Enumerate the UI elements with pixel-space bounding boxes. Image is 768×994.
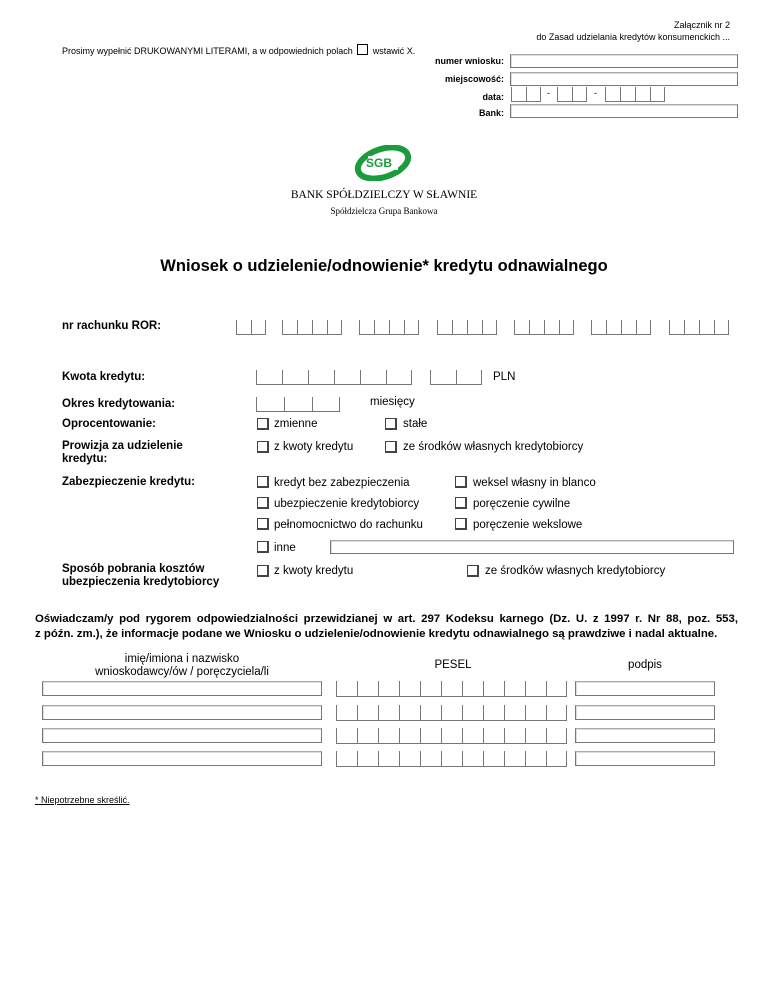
amount-decimal-cells[interactable]: [430, 370, 482, 385]
attachment-line-2: do Zasad udzielania kredytów konsumenckich ...: [536, 32, 730, 42]
signatory-name-field[interactable]: [42, 705, 322, 720]
period-unit: miesięcy: [370, 396, 415, 408]
example-checkbox-icon: [357, 44, 368, 55]
security-promissory-guarantee-label: poręczenie wekslowe: [473, 519, 583, 531]
date-dash-2: -: [594, 88, 597, 98]
date-label: data:: [482, 92, 504, 102]
instruction-text: [62, 44, 415, 56]
bank-field[interactable]: [510, 104, 738, 118]
date-day-cells[interactable]: [511, 87, 541, 102]
city-field[interactable]: [510, 72, 738, 86]
interest-label: Oprocentowanie:: [62, 418, 156, 430]
commission-label-1: Prowizja za udzielenie: [62, 440, 183, 452]
interest-fixed-label: stałe: [403, 418, 428, 430]
security-blank-promissory-label: weksel własny in blanco: [473, 477, 596, 489]
signatory-signature-field[interactable]: [575, 728, 715, 743]
application-number-field[interactable]: [510, 54, 738, 68]
name-header-2: wnioskodawcy/ów / poręczyciela/li: [95, 666, 269, 678]
security-blank-promissory-checkbox[interactable]: [455, 476, 467, 488]
instruction-after: wstawić X.: [372, 46, 416, 56]
ror-cells-4[interactable]: [437, 320, 497, 335]
signatory-signature-field[interactable]: [575, 681, 715, 696]
signatory-name-field[interactable]: [42, 728, 322, 743]
application-number-label: numer wniosku:: [434, 56, 504, 66]
ror-cells-6[interactable]: [591, 320, 651, 335]
ror-label: nr rachunku ROR:: [62, 320, 162, 332]
security-insurance-label: ubezpieczenie kredytobiorcy: [274, 498, 420, 510]
date-year-cells[interactable]: [605, 87, 665, 102]
declaration-line-2: z późn. zm.), że informacje podane we Wniosku o udzielenie/odnowienie kredytu odnawialnego są prawdziwe i nadal aktualne.: [35, 628, 718, 640]
ror-cells-1[interactable]: [236, 320, 266, 335]
currency-label: PLN: [493, 371, 516, 383]
ror-cells-2[interactable]: [282, 320, 342, 335]
amount-label: Kwota kredytu:: [62, 371, 146, 383]
commission-own-funds-checkbox[interactable]: [385, 441, 397, 453]
commission-own-funds-label: ze środków własnych kredytobiorcy: [403, 441, 584, 453]
signatory-pesel-cells[interactable]: [336, 705, 567, 721]
bank-label: Bank:: [478, 108, 504, 118]
ror-cells-5[interactable]: [514, 320, 574, 335]
security-label: Zabezpieczenie kredytu:: [62, 476, 195, 488]
security-none-checkbox[interactable]: [257, 476, 269, 488]
security-account-power-checkbox[interactable]: [257, 518, 269, 530]
security-insurance-checkbox[interactable]: [257, 497, 269, 509]
sgb-logo-text: SGB: [366, 156, 393, 170]
signatory-name-field[interactable]: [42, 751, 322, 766]
signatory-signature-field[interactable]: [575, 705, 715, 720]
insurance-cost-label-1: Sposób pobrania kosztów: [62, 563, 205, 575]
name-header-1: imię/imiona i nazwisko: [124, 653, 240, 665]
city-label: miejscowość:: [444, 74, 504, 84]
instruction-before: Prosimy wypełnić DRUKOWANYMI LITERAMI, a w odpowiednich polach: [62, 46, 353, 56]
date-month-cells[interactable]: [557, 87, 587, 102]
security-account-power-label: pełnomocnictwo do rachunku: [274, 519, 423, 531]
insurance-cost-label-2: ubezpieczenia kredytobiorcy: [62, 576, 220, 588]
security-none-label: kredyt bez zabezpieczenia: [274, 477, 410, 489]
ror-cells-3[interactable]: [359, 320, 419, 335]
signatory-name-field[interactable]: [42, 681, 322, 696]
interest-variable-checkbox[interactable]: [257, 418, 269, 430]
bank-name: BANK SPÓŁDZIELCZY W SŁAWNIE: [290, 189, 478, 201]
ror-cells-7[interactable]: [669, 320, 729, 335]
insurance-own-funds-label: ze środków własnych kredytobiorcy: [485, 565, 666, 577]
insurance-from-credit-label: z kwoty kredytu: [274, 565, 354, 577]
security-promissory-guarantee-checkbox[interactable]: [455, 518, 467, 530]
signature-header: podpis: [628, 659, 662, 671]
security-other-checkbox[interactable]: [257, 541, 269, 553]
security-civil-guarantee-checkbox[interactable]: [455, 497, 467, 509]
security-civil-guarantee-label: poręczenie cywilne: [473, 498, 571, 510]
commission-from-credit-checkbox[interactable]: [257, 441, 269, 453]
insurance-from-credit-checkbox[interactable]: [257, 565, 269, 577]
period-label: Okres kredytowania:: [62, 398, 176, 410]
footnote: * Niepotrzebne skreślić.: [35, 795, 130, 805]
commission-label-2: kredytu:: [62, 453, 108, 465]
signatory-pesel-cells[interactable]: [336, 751, 567, 767]
bank-group: Spółdzielcza Grupa Bankowa: [330, 206, 438, 216]
declaration-line-1: Oświadczam/y pod rygorem odpowiedzialności przewidzianej w art. 297 Kodeksu karnego (Dz. U. z 1997 r. Nr 88, poz. 553,: [35, 613, 738, 625]
security-other-label: inne: [274, 542, 296, 554]
amount-cells[interactable]: [256, 370, 412, 385]
form-title: Wniosek o udzielenie/odnowienie* kredytu odnawialnego: [160, 257, 608, 275]
signatory-signature-field[interactable]: [575, 751, 715, 766]
insurance-own-funds-checkbox[interactable]: [467, 565, 479, 577]
interest-fixed-checkbox[interactable]: [385, 418, 397, 430]
pesel-header: PESEL: [434, 659, 472, 671]
period-cells[interactable]: [256, 397, 340, 412]
signatory-pesel-cells[interactable]: [336, 681, 567, 697]
commission-from-credit-label: z kwoty kredytu: [274, 441, 354, 453]
security-other-field[interactable]: [330, 540, 734, 554]
interest-variable-label: zmienne: [274, 418, 318, 430]
date-dash-1: -: [547, 88, 550, 98]
signatory-pesel-cells[interactable]: [336, 728, 567, 744]
attachment-line-1: Załącznik nr 2: [673, 20, 730, 30]
